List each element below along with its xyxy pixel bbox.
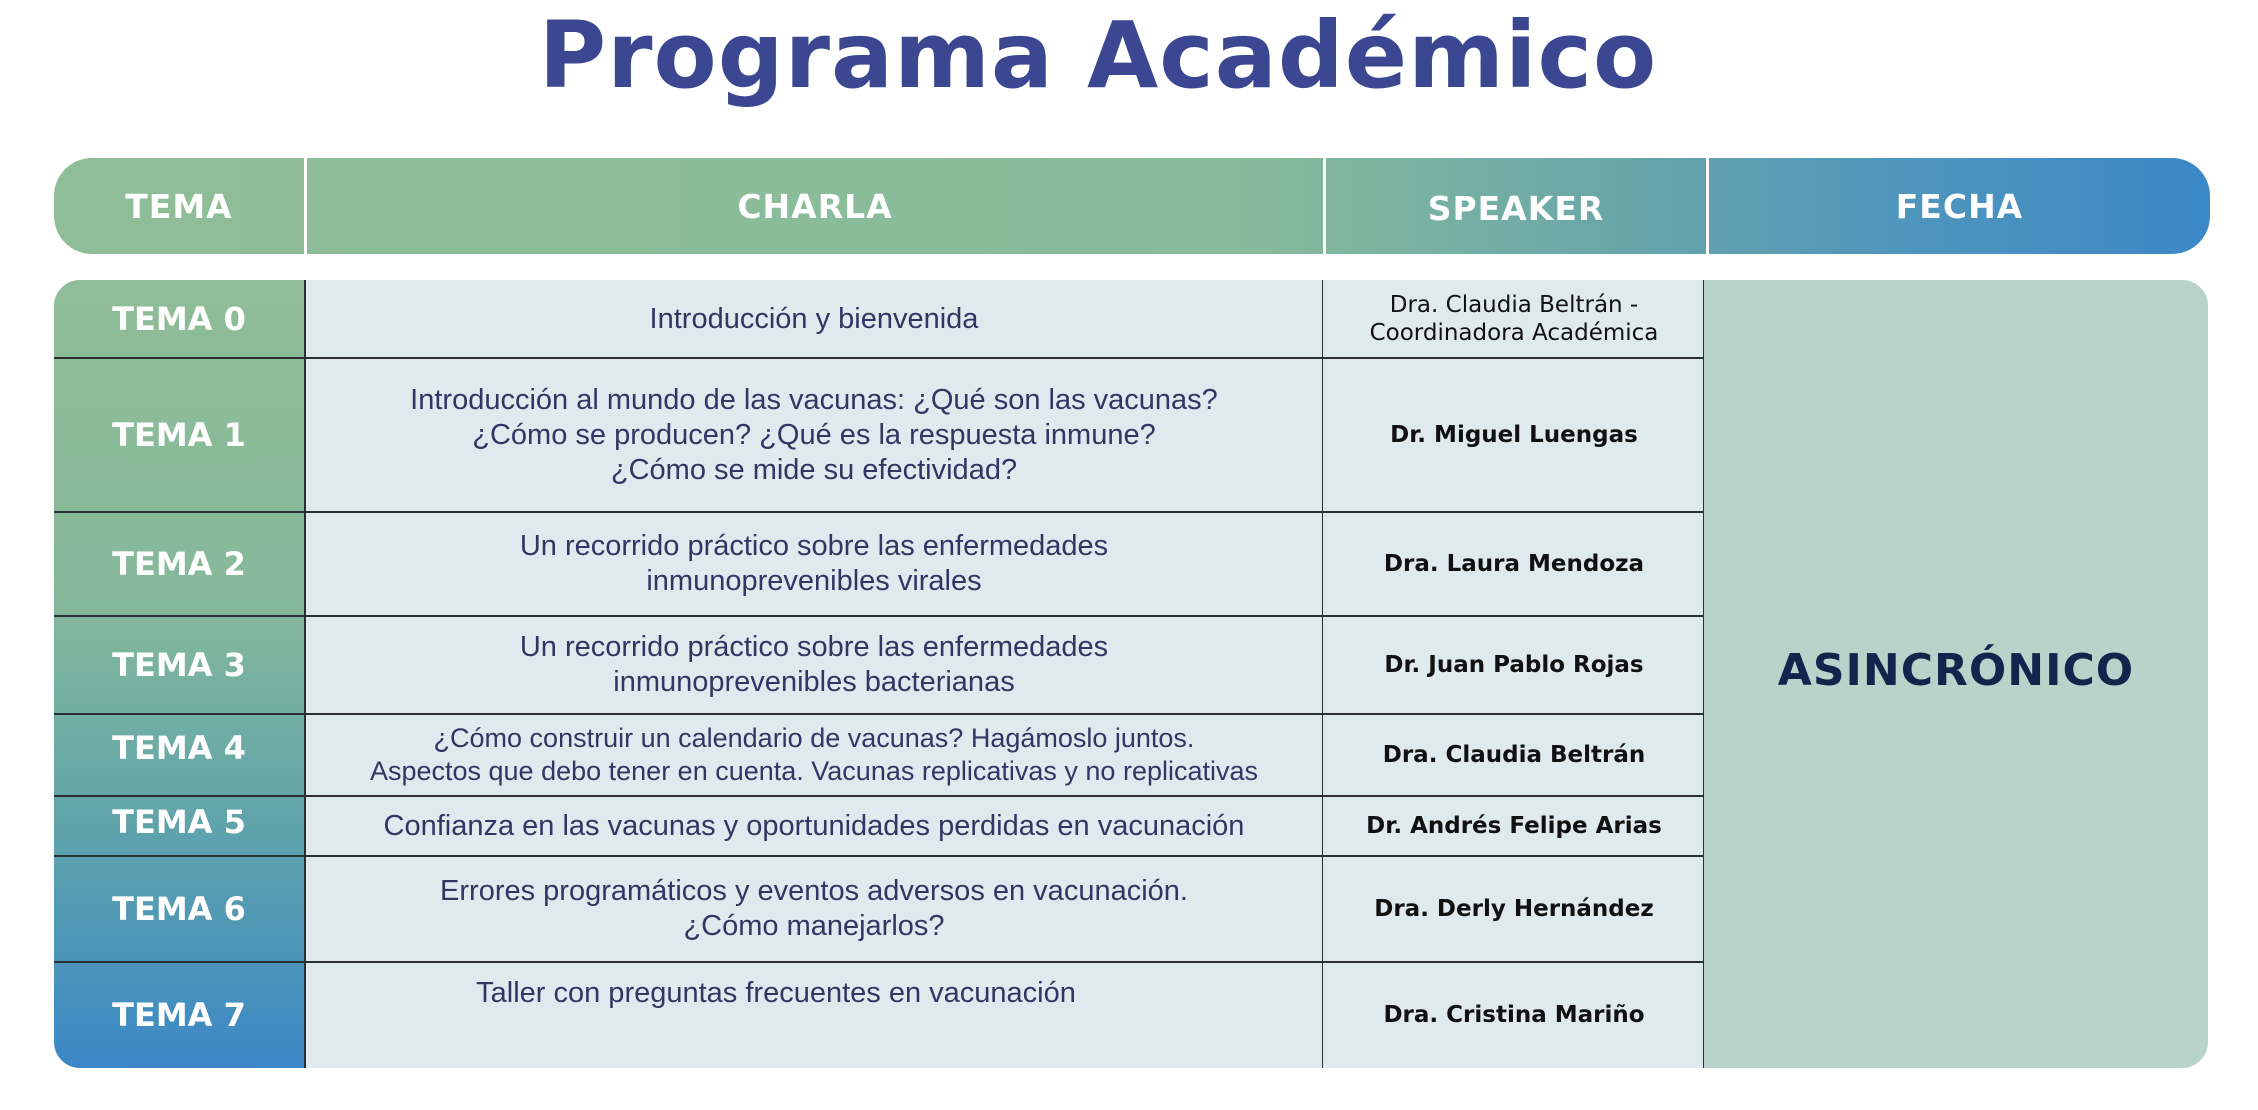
tema-label: TEMA 3 bbox=[112, 646, 246, 684]
tema-label: TEMA 6 bbox=[112, 890, 246, 928]
table-row bbox=[54, 962, 1704, 1068]
speaker-name: Dr. Andrés Felipe Arias bbox=[1366, 813, 1662, 839]
table-row bbox=[54, 358, 1704, 512]
charla-text: Errores programáticos y eventos adversos en vacunación. ¿Cómo manejarlos? bbox=[440, 875, 1188, 942]
speaker-name: Dra. Claudia Beltrán bbox=[1382, 742, 1646, 768]
column-divider bbox=[1322, 280, 1323, 1068]
tema-label: TEMA 0 bbox=[112, 300, 246, 338]
speaker-name: Dra. Cristina Mariño bbox=[1383, 1002, 1645, 1028]
table-row bbox=[54, 280, 1704, 358]
speaker-name: Dra. Claudia Beltrán - Coordinadora Académica bbox=[1369, 292, 1659, 346]
header-fecha: FECHA bbox=[1895, 186, 2024, 226]
charla-text: Introducción al mundo de las vacunas: ¿Qué son las vacunas? ¿Cómo se producen? ¿Qué es la respuesta inmune? ¿Cómo se mide su efectividad? bbox=[410, 383, 1218, 486]
schedule-table bbox=[54, 280, 2208, 1068]
charla-text: Taller con preguntas frecuentes en vacunación bbox=[476, 977, 1076, 1009]
speaker-name: Dr. Juan Pablo Rojas bbox=[1384, 652, 1644, 678]
header-speaker: SPEAKER bbox=[1427, 188, 1605, 228]
column-divider bbox=[304, 280, 306, 1068]
table-row bbox=[54, 616, 1704, 714]
charla-text: Introducción y bienvenida bbox=[649, 302, 979, 335]
header-tema: TEMA bbox=[125, 186, 233, 226]
charla-text: Confianza en las vacunas y oportunidades perdidas en vacunación bbox=[383, 809, 1245, 842]
table-row bbox=[54, 796, 1704, 856]
speaker-name: Dra. Derly Hernández bbox=[1374, 896, 1654, 922]
tema-label: TEMA 7 bbox=[112, 996, 246, 1034]
tema-label: TEMA 4 bbox=[112, 729, 246, 767]
charla-text: Un recorrido práctico sobre las enfermedades inmunoprevenibles virales bbox=[519, 530, 1109, 597]
table-row bbox=[54, 856, 1704, 962]
table-row bbox=[54, 714, 1704, 796]
speaker-name: Dr. Miguel Luengas bbox=[1390, 422, 1638, 448]
header-charla: CHARLA bbox=[737, 186, 893, 226]
table-header bbox=[54, 158, 2210, 254]
fecha-cell bbox=[1704, 280, 2208, 1068]
tema-label: TEMA 2 bbox=[112, 545, 246, 583]
page-title: Programa Académico bbox=[538, 2, 1658, 109]
charla-text: Un recorrido práctico sobre las enfermedades inmunoprevenibles bacterianas bbox=[519, 631, 1109, 698]
fecha-value: ASINCRÓNICO bbox=[1777, 644, 2135, 696]
charla-text: ¿Cómo construir un calendario de vacunas? Hagámoslo juntos. Aspectos que debo tener en cuenta. Vacunas replicativas y no replicativas bbox=[369, 723, 1259, 786]
column-divider bbox=[1703, 280, 1704, 1068]
speaker-name: Dra. Laura Mendoza bbox=[1383, 551, 1645, 577]
table-row bbox=[54, 512, 1704, 616]
tema-label: TEMA 1 bbox=[112, 416, 246, 454]
tema-label: TEMA 5 bbox=[112, 803, 246, 841]
